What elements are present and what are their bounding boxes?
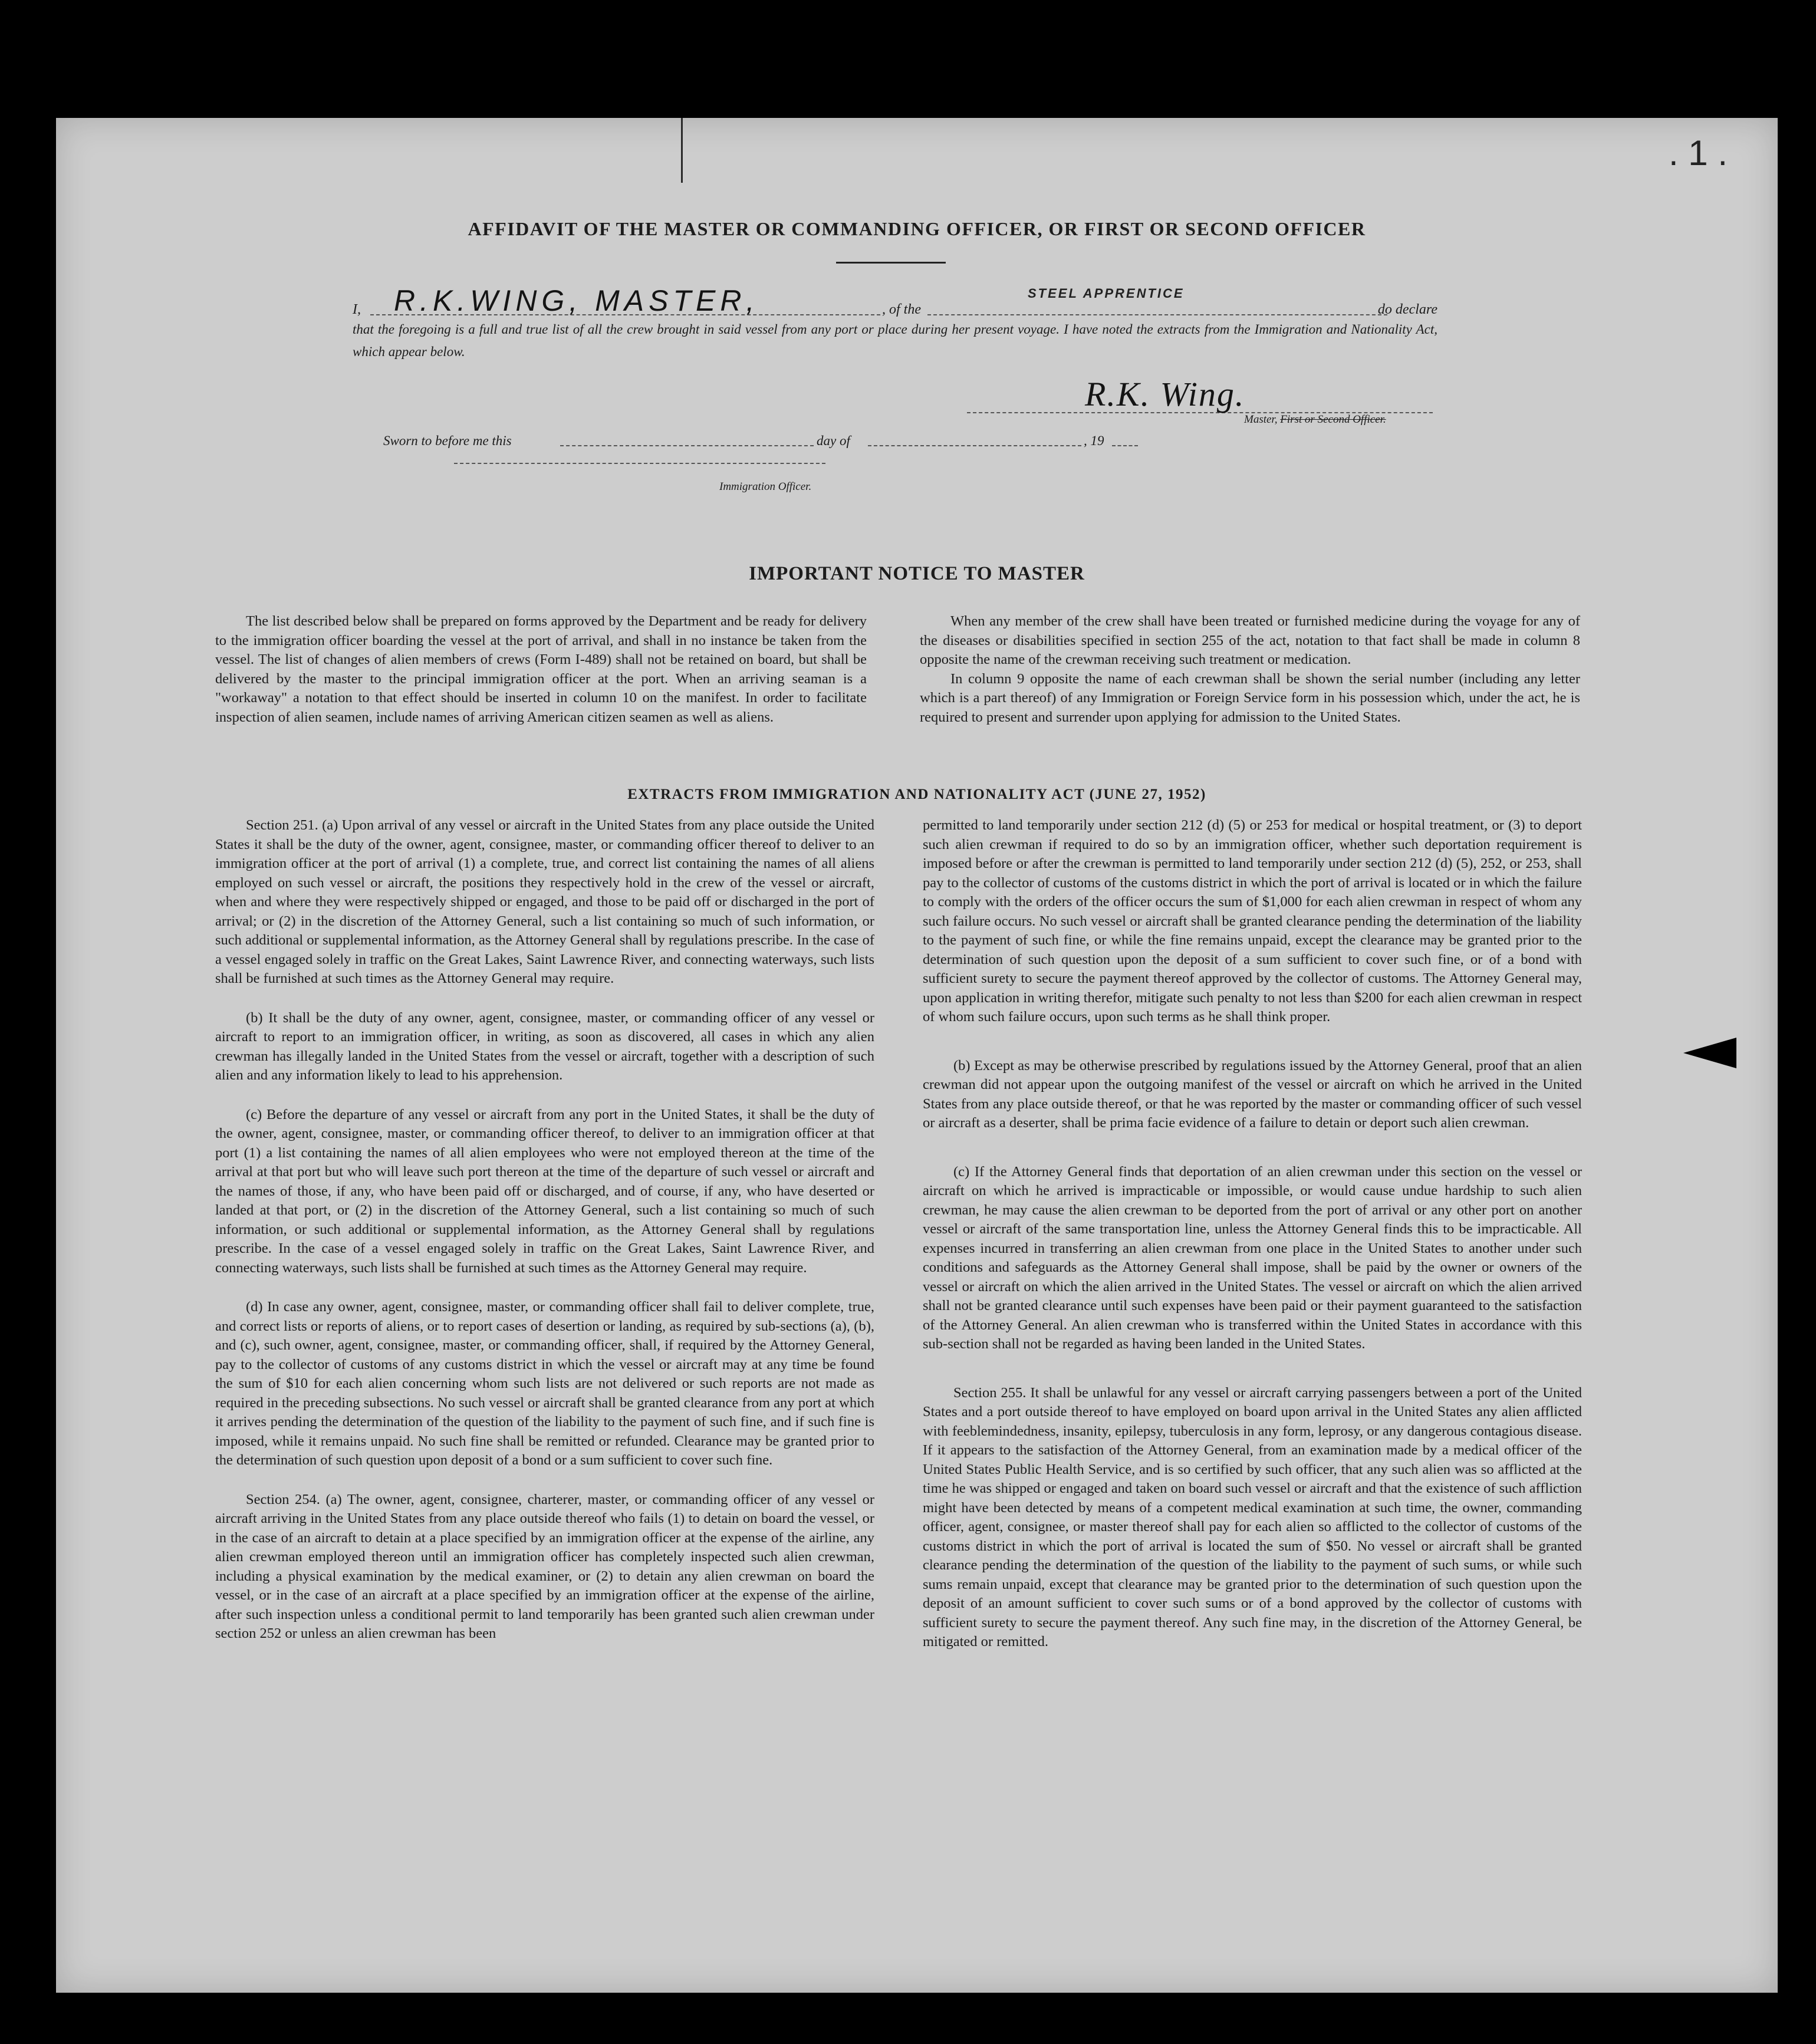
vessel-name-stamp: STEEL APPRENTICE bbox=[1028, 286, 1185, 301]
notice-title: IMPORTANT NOTICE TO MASTER bbox=[749, 563, 1085, 584]
declaration-text: that the foregoing is a full and true list of all the crew brought in said vessel from any port or place during her present voyage. I have noted the extracts from the Immigration and Nationality Act, which appear below. bbox=[353, 322, 1437, 359]
signature-caption-master: Master, bbox=[1244, 413, 1281, 426]
section-251b-paragraph: (b) It shall be the duty of any owner, agent, consignee, master, or commanding officer of any vessel or aircraft to report to an immigration officer, in writing, as soon as discovered, all cases in which any alien crewman has illegally landed in the United States from the vessel or aircraft, together with a description of such alien and any information likely to lead to his apprehension. bbox=[215, 1009, 874, 1083]
immigration-officer-line bbox=[454, 463, 825, 464]
sworn-label: Sworn to before me this bbox=[383, 433, 512, 448]
act-right-column bbox=[923, 816, 1582, 1652]
declaration-prefix: I, bbox=[353, 302, 361, 317]
section-251c-paragraph: (c) Before the departure of any vessel or aircraft from any port in the United States, it shall be the duty of the owner, agent, consignee, master, or commanding officer thereof, to deliver to an immigration officer at that port (1) a list containing the names of all alien employees who were not employed thereon at the time of the arrival at that port but who will leave such port thereon at the time of the departure of such vessel or aircraft and the names of those, if any, who have been paid off or discharged, and of course, if any, who have deserted or landed at that port, or (2) in the discretion of the Attorney General, such a list containing so much of such information, or such additional or supplemental information, as the Attorney General shall by regulations prescribe. In the case of a vessel engaged solely in traffic on the Great Lakes, Saint Lawrence River, and connecting waterways, such lists shall be furnished at such times as the Attorney General may require. bbox=[215, 1106, 874, 1276]
section-254a-paragraph: Section 254. (a) The owner, agent, consignee, charterer, master, or commanding officer of any vessel or aircraft arriving in the United States from any place outside thereof who fails (1) to detain on board the vessel, or in the case of an aircraft to detain at a place specified by an immigration officer at the expense of the airline, any alien crewman employed thereon until an immigration officer has completely inspected such alien crewman, including a physical examination by the medical examiner, or (2) to detain any alien crewman on board the vessel, or in the case of an aircraft at a place specified by an immigration officer at the expense of the airline, after such inspection unless a conditional permit to land temporarily has been granted such alien crewman under section 252 or unless an alien crewman has been bbox=[215, 1491, 874, 1641]
do-declare-label: do declare bbox=[1377, 302, 1437, 317]
corner-mark: . 1 . bbox=[1668, 133, 1728, 173]
notice-paragraph: In column 9 opposite the name of each crewman shall be shown the serial number (including any letter which is a part thereof) of any Immigration or Foreign Service form in his possession which, under the act, he is required to present and surrender upon applying for admission to the United States. bbox=[920, 670, 1580, 725]
section-251d-paragraph: (d) In case any owner, agent, consignee, master, or commanding officer shall fail to deliver complete, true, and correct lists or reports of aliens, or to report cases of desertion or landing, as required by sub-sections (a), (b), and (c), such owner, agent, consignee, master, or commanding officer, shall, if required by the Attorney General, pay to the collector of customs of any customs district in which the vessel or aircraft may at any time be found the sum of $10 for each alien concerning whom such lists are not delivered or such reports are not made as required in the preceding subsections. No such vessel or aircraft shall be granted clearance from any port at which it arrives pending the determination of the question of the liability to the payment of such fine, and if such fine is imposed, while it remains unpaid. No such fine shall be remitted or refunded. Clearance may be granted prior to the determination of such question upon deposit of a bond or a sum sufficient to cover such fine. bbox=[215, 1299, 874, 1468]
notice-paragraph: When any member of the crew shall have been treated or furnished medicine during the voyage for any of the diseases or disabilities specified in section 255 of the act, notation to that fact shall be made in column 8 opposite the name of the crewman receiving such treatment or medication. bbox=[920, 613, 1580, 667]
day-of-label: day of bbox=[817, 433, 850, 448]
section-254b-paragraph: (b) Except as may be otherwise prescribed by regulations issued by the Attorney General, proof that an alien crewman did not appear upon the outgoing manifest of the vessel or aircraft on which he arrived in the United States from any place outside thereof, or that he was reported by the master or commanding officer of such vessel or aircraft as a deserter, shall be prima facie evidence of a failure to detain or deport such alien crewman. bbox=[923, 1057, 1582, 1131]
of-the-label: , of the bbox=[882, 302, 921, 317]
sworn-line bbox=[383, 427, 1138, 451]
notice-left-column bbox=[215, 612, 867, 727]
section-251a-paragraph: Section 251. (a) Upon arrival of any vessel or aircraft in the United States from any place outside the United States it shall be the duty of the owner, agent, consignee, master, or commanding officer thereof to deliver to an immigration officer at the port of arrival (1) a complete, true, and correct list containing the names of all aliens employed on such vessel or aircraft, the positions they respectively hold in the crew of the vessel or aircraft, when and where they were respectively shipped or engaged, and those to be paid off or discharged in the port of arrival; or (2) in the discretion of the Attorney General, such a list containing so much of such information, or such additional or supplemental information, as the Attorney General shall by regulations prescribe. In the case of a vessel engaged solely in traffic on the Great Lakes, Saint Lawrence River, and connecting waterways, such lists shall be furnished at such times as the Attorney General may require. bbox=[215, 817, 874, 986]
declarant-handwriting: R.K.WING, MASTER, bbox=[394, 284, 759, 317]
section-255-paragraph: Section 255. It shall be unlawful for any vessel or aircraft carrying passengers between a port of the United States and a port outside thereof to have employed on board upon arrival in the United States any alien afflicted with feeblemindedness, insanity, epilepsy, tuberculosis in any form, leprosy, or any dangerous contagious disease. If it appears to the satisfaction of the Attorney General, from an examination made by a medical officer of the United States Public Health Service, and is so certified by such officer, that any such alien was so afflicted at the time he was shipped or engaged and taken on board such vessel or aircraft and that the existence of such affliction might have been detected by means of a competent medical examination at such time, the owner, commanding officer, agent, consignee, or master thereof shall pay for each alien so afflicted to the collector of customs of the customs district in which the port of arrival is located the sum of $50. No vessel or aircraft shall be granted clearance pending the determination of the question of the liability to the payment of such sums, or while such sums remain unpaid, except that clearance may be granted prior to the determination of such question upon the deposit of an amount sufficient to cover such sums or of a bond approved by the collector of customs with sufficient surety to secure the payment thereof. Any such fine may, in the discretion of the Attorney General, be mitigated or remitted. bbox=[923, 1384, 1582, 1650]
sworn-day-blank bbox=[560, 445, 814, 446]
act-left-column bbox=[215, 816, 874, 1644]
signature-caption-struck: First or Second Officer. bbox=[1280, 413, 1386, 426]
sworn-month-blank bbox=[868, 445, 1081, 446]
section-254a-continued-paragraph: permitted to land temporarily under section 212 (d) (5) or 253 for medical or hospital treatment, or (3) to deport such alien crewman if required to do so by an immigration officer, whether such deportation requirement is imposed before or after the crewman is permitted to land temporarily under section 212 (d) (5), 252, or 253, shall pay to the collector of customs of the customs district in which the port of arrival is located or in which the failure to comply with the orders of the officer occurs the sum of $1,000 for each alien crewman in respect of whom any such failure occurs. No such vessel or aircraft shall be granted clearance pending the determination of the liability to the payment of such fine, or while the fine remains unpaid, except the clearance may be granted prior to the determination of such question upon the deposit of a sum sufficient to cover such fine, or of a bond with sufficient surety to secure the payment thereof approved by the collector of customs. The Attorney General may, upon application in writing therefor, mitigate such penalty to not less than $200 for each alien crewman in respect of whom such failure occurs, upon such terms as he shall think proper. bbox=[923, 817, 1582, 1025]
sworn-year-blank bbox=[1112, 445, 1138, 446]
page-tear bbox=[1683, 1038, 1736, 1068]
title-underline bbox=[836, 262, 946, 264]
extracts-title: EXTRACTS FROM IMMIGRATION AND NATIONALITY ACT (JUNE 27, 1952) bbox=[627, 786, 1206, 802]
year-label: , 19 bbox=[1084, 433, 1104, 448]
affidavit-title: AFFIDAVIT OF THE MASTER OR COMMANDING OFFICER, OR FIRST OR SECOND OFFICER bbox=[468, 218, 1366, 239]
notice-right-column bbox=[920, 612, 1580, 727]
immigration-officer-caption: Immigration Officer. bbox=[719, 480, 812, 493]
signature-caption bbox=[1244, 413, 1386, 426]
page-crease bbox=[681, 118, 683, 183]
master-signature: R.K. Wing. bbox=[1085, 375, 1245, 413]
notice-paragraph: The list described below shall be prepared on forms approved by the Department and be ready for delivery to the immigration officer boarding the vessel at the port of arrival, and shall in no instance be taken from the vessel. The list of changes of alien members of crews (Form I-489) shall not be retained on board, but shall be delivered by the master to the principal immigration officer at the port. When an arriving seaman is a "workaway" a notation to that effect should be inserted in column 10 on the manifest. In order to facilitate inspection of alien seamen, include names of arriving American citizen seamen as well as aliens. bbox=[215, 613, 867, 725]
section-254c-paragraph: (c) If the Attorney General finds that deportation of an alien crewman under this section on the vessel or aircraft on which he arrived is impracticable or impossible, or would cause undue hardship to such alien crewman, he may cause the alien crewman to be deported from the port of arrival or any other port on another vessel or aircraft of the same transportation line, unless the Attorney General finds this to be impracticable. All expenses incurred in transferring an alien crewman from one place in the United States to another under such conditions and safeguards as the Attorney General shall impose, shall be paid by the owner or owners of the vessel or aircraft on which the alien arrived in the United States. The vessel or aircraft on which the alien arrived shall not be granted clearance until such expenses have been paid or their payment guaranteed to the satisfaction of the Attorney General. An alien crewman who is transferred within the United States in accordance with this sub-section shall not be regarded as having been landed in the United States. bbox=[923, 1163, 1582, 1352]
vessel-blank bbox=[927, 314, 1387, 315]
declaration-line bbox=[353, 286, 1437, 321]
